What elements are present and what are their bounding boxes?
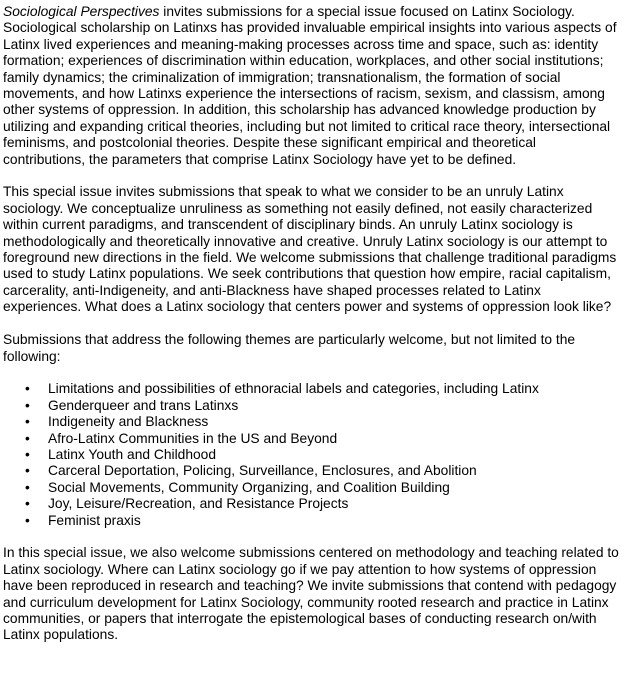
list-item xyxy=(3,398,621,414)
intro-paragraph xyxy=(3,4,621,168)
methodology-paragraph: In this special issue, we also welcome submissions centered on methodology and teaching related to Latinx sociology. Where can Latinx sociology go if we pay attention to how systems of oppression have been reproduced in research and teaching? We invite submissions that contend with pedagogy and curriculum development for Latinx Sociology, community rooted research and practice in Latinx communities, or papers that interrogate the epistemological bases of conducting research on/with Latinx populations. xyxy=(3,545,619,643)
paragraph-spacer xyxy=(3,529,621,545)
list-item xyxy=(3,381,621,397)
list-item-text: Carceral Deportation, Policing, Surveillance, Enclosures, and Abolition xyxy=(48,463,477,479)
list-item-text: Joy, Leisure/Recreation, and Resistance Projects xyxy=(48,496,349,512)
bullet-icon: • xyxy=(25,479,30,495)
list-item-text: Afro-Latinx Communities in the US and Beyond xyxy=(48,430,338,446)
unruly-sociology-paragraph: This special issue invites submissions that speak to what we consider to be an unruly Latinx sociology. We conceptualize unruliness as something not easily defined, not easily characterized within current paradigms, and transcendent of disciplinary binds. An unruly Latinx sociology is methodologically and theoretically innovative and creative. Unruly Latinx sociology is our attempt to foreground new directions in the field. We welcome submissions that challenge traditional paradigms used to study Latinx populations. We seek contributions that question how empire, racial capitalism, carcerality, anti-Indigeneity, and anti-Blackness have shaped processes related to Latinx experiences. What does a Latinx sociology that centers power and systems of oppression look like? xyxy=(3,184,617,315)
list-item xyxy=(3,414,621,430)
list-item xyxy=(3,447,621,463)
paragraph-spacer xyxy=(3,365,621,381)
list-item-text: Feminist praxis xyxy=(48,512,141,528)
bullet-icon: • xyxy=(25,381,30,397)
list-item xyxy=(3,431,621,447)
journal-name: Sociological Perspectives xyxy=(3,4,160,19)
bullet-icon: • xyxy=(25,463,30,479)
list-item xyxy=(3,513,621,529)
list-item xyxy=(3,496,621,512)
list-item-text: Latinx Youth and Childhood xyxy=(48,446,217,462)
themes-intro-paragraph: Submissions that address the following themes are particularly welcome, but not limited to the following: xyxy=(3,332,576,364)
bullet-icon: • xyxy=(25,512,30,528)
themes-list xyxy=(3,381,621,529)
document-body xyxy=(3,4,621,644)
bullet-icon: • xyxy=(25,397,30,413)
bullet-icon: • xyxy=(25,496,30,512)
list-item-text: Limitations and possibilities of ethnoracial labels and categories, including Latinx xyxy=(48,381,539,397)
list-item xyxy=(3,463,621,479)
paragraph-spacer xyxy=(3,316,621,332)
bullet-icon: • xyxy=(25,446,30,462)
intro-paragraph-text: invites submissions for a special issue focused on Latinx Sociology. Sociological scholarship on Latinxs has provided invaluable empirical insights into various aspects of Latinx lived experiences and meaning-making processes across time and space, such as: identity formation; experiences of discrimination within education, workplaces, and other social institutions; family dynamics; the criminalization of immigration; transnationalism, the formation of social movements, and how Latinxs experience the intersections of racism, sexism, and classism, among other systems of oppression. In addition, this scholarship has advanced knowledge production by utilizing and expanding critical theories, including but not limited to critical race theory, intersectional feminisms, and postcolonial theories. Despite these significant empirical and theoretical contributions, the parameters that comprise Latinx Sociology have yet to be defined. xyxy=(3,4,617,167)
list-item-text: Genderqueer and trans Latinxs xyxy=(48,397,239,413)
bullet-icon: • xyxy=(25,414,30,430)
bullet-icon: • xyxy=(25,430,30,446)
paragraph-spacer xyxy=(3,168,621,184)
list-item-text: Social Movements, Community Organizing, and Coalition Building xyxy=(48,479,450,495)
list-item-text: Indigeneity and Blackness xyxy=(48,414,209,430)
list-item xyxy=(3,480,621,496)
